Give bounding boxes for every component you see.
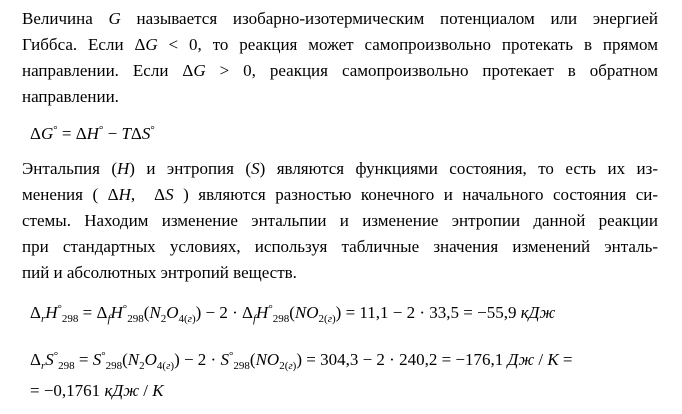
paragraph-2-line-5: пий и абсолютных энтропий веществ. (22, 263, 297, 282)
paragraph-2-line-3: стемы. Находим изменение энтальпии и изменение энтропии данной реакции (22, 211, 658, 230)
paragraph-1-line-2: Гиббса. Если ΔG < 0, то реакция может самопроизвольно протекать в прямом (22, 35, 658, 54)
gibbs-formula: ΔG° = ΔH° − TΔS° (30, 124, 155, 143)
entropy-formula-line-1: $\Delta_rS^\circ_{298} = S^\circ_{298}(N_2O_{4(г)}) - 2 \cdot S^\circ_{298}(NO_{2(г)}) = 304,3 - 2 \cdot 240,2 = -176,1$ Дж / К = (30, 350, 573, 372)
paragraph-2-line-1: Энтальпия (H) и энтропия (S) являются функциями состояния, то есть их из- (22, 159, 659, 178)
paragraph-1-line-4: направлении. (22, 87, 119, 106)
paragraph-2-line-4: при стандартных условиях, используя табличные значения изменений энталь- (22, 237, 658, 256)
paragraph-1-line-1: Величина G называется изобарно-изотермическим потенциалом или энергией (22, 9, 659, 28)
paragraph-2-line-2: менения ( ΔH, ΔS ) являются разностью конечного и начального состояния си- (22, 185, 659, 204)
entropy-formula-line-2: = −0,1761 кДж / К (30, 381, 164, 400)
paragraph-1-line-3: направлении. Если ΔG > 0, реакция самопроизвольно протекает в обратном (22, 61, 658, 80)
enthalpy-formula: $\Delta_rH^\circ_{298} = \Delta_fH^\circ_{298}(N_2O_{4(г)}) - 2 \cdot \Delta_fH^\circ_{298}(NO_{2(г)}) = 11,1 - 2 \cdot 33,5 = -55,9$ кДж (30, 303, 556, 325)
